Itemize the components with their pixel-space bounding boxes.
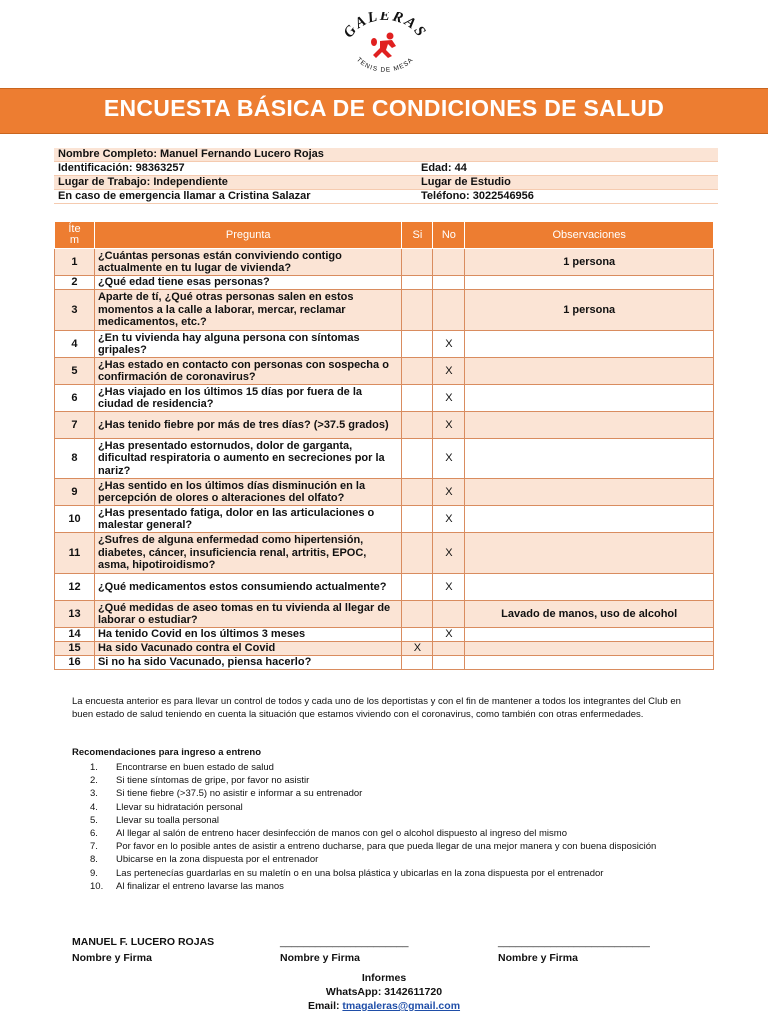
item-number: 13: [55, 601, 95, 628]
table-row: [55, 574, 714, 601]
observation[interactable]: [465, 656, 714, 670]
question: ¿Sufres de alguna enfermedad como hipertensión, diabetes, cáncer, insuficiencia renal, artritis, EPOC, asma, hipotiroidismo?: [94, 533, 402, 574]
table-row: [55, 533, 714, 574]
question: Ha sido Vacunado contra el Covid: [94, 642, 402, 656]
table-row: [55, 276, 714, 290]
list-item: 7. Por favor en lo posible antes de asistir a entreno ducharse, para que pueda llegar de una mejor manera y con buena disposición: [90, 841, 657, 853]
survey-note: La encuesta anterior es para llevar un control de todos y cada uno de los deportistas y con el fin de mantener a todos los integrantes del Club en buen estado de salud teniendo en cuenta la situación que estamos viviendo con el coronavirus, como también con otras enfermedades.: [72, 696, 681, 720]
list-item: 6. Al llegar al salón de entreno hacer desinfección de manos con gel o alcohol dispuesto al ingreso del mismo: [90, 828, 567, 840]
no-cell[interactable]: [433, 642, 465, 656]
yes-cell[interactable]: [402, 656, 433, 670]
table-row: [55, 358, 714, 385]
recommendation-text: Las pertenecías guardarlas en su maletín o en una bolsa plástica y ubicarlas en la zona dispuesta por el entrenador: [116, 867, 604, 879]
yes-cell[interactable]: [402, 331, 433, 358]
observation[interactable]: [465, 628, 714, 642]
question: ¿En tu vivienda hay alguna persona con síntomas gripales?: [94, 331, 402, 358]
list-item: 5. Llevar su toalla personal: [90, 814, 219, 826]
recommendation-text: Por favor en lo posible antes de asistir a entreno ducharse, para que pueda llegar de una mejor manera y con buena disposición: [116, 841, 657, 853]
phone: Teléfono: 3022546956: [417, 190, 718, 204]
table-row: [55, 290, 714, 331]
table-row: [55, 331, 714, 358]
yes-cell[interactable]: [402, 533, 433, 574]
email-link[interactable]: tmagaleras@gmail.com: [342, 1000, 461, 1012]
recommendation-text: Llevar su hidratación personal: [116, 801, 243, 813]
yes-cell[interactable]: [402, 601, 433, 628]
table-row: [55, 439, 714, 479]
signature-label-3: Nombre y Firma: [498, 952, 578, 964]
recommendations-list: [90, 761, 696, 893]
recommendation-text: Si tiene fiebre (>37.5) no asistir e informar a su entrenador: [116, 788, 363, 800]
observation[interactable]: Lavado de manos, uso de alcohol: [465, 601, 714, 628]
signature-line-2: ______________________: [280, 936, 409, 948]
question: Ha tenido Covid en los últimos 3 meses: [94, 628, 402, 642]
yes-cell[interactable]: X: [402, 642, 433, 656]
item-number: 9: [55, 479, 95, 506]
signature-line-3: __________________________: [498, 936, 650, 948]
observation[interactable]: 1 persona: [465, 249, 714, 276]
item-number: 3: [55, 290, 95, 331]
question: ¿Qué medicamentos estos consumiendo actualmente?: [94, 574, 402, 601]
yes-cell[interactable]: [402, 412, 433, 439]
observation[interactable]: [465, 331, 714, 358]
recommendation-text: Ubicarse en la zona dispuesta por el entrenador: [116, 854, 319, 866]
item-number: 15: [55, 642, 95, 656]
item-number: 5: [55, 358, 95, 385]
no-cell[interactable]: [433, 656, 465, 670]
table-row: [55, 249, 714, 276]
list-item: 10. Al finalizar el entreno lavarse las manos: [90, 880, 284, 892]
study-place: Lugar de Estudio: [417, 176, 718, 190]
recommendation-text: Al llegar al salón de entreno hacer desinfección de manos con gel o alcohol dispuesto al ingreso del mismo: [116, 828, 567, 840]
emergency-contact: En caso de emergencia llamar a Cristina Salazar: [54, 190, 417, 204]
question: ¿Qué medidas de aseo tomas en tu vivienda al llegar de laborar o estudiar?: [94, 601, 402, 628]
item-number: 6: [55, 385, 95, 412]
question: ¿Cuántas personas están conviviendo contigo actualmente en tu lugar de vivienda?: [94, 249, 402, 276]
item-number: 14: [55, 628, 95, 642]
header-no: No: [433, 222, 465, 249]
observation[interactable]: [465, 385, 714, 412]
club-logo: [330, 12, 440, 80]
question: ¿Qué edad tiene esas personas?: [94, 276, 402, 290]
table-row: [55, 412, 714, 439]
question: Aparte de tí, ¿Qué otras personas salen en estos momentos a la calle a laborar, mercar, reclamar medicamentos, etc.?: [94, 290, 402, 331]
logo-subtitle-text: TENIS DE MESA: [354, 56, 416, 74]
item-number: 10: [55, 506, 95, 533]
observation[interactable]: [465, 358, 714, 385]
contact-email-line: [0, 1000, 768, 1012]
table-tennis-player-icon: [371, 33, 396, 59]
question: ¿Has sentido en los últimos días disminución en la percepción de olores o alteraciones del olfato?: [94, 479, 402, 506]
table-row: [55, 479, 714, 506]
observation[interactable]: 1 persona: [465, 290, 714, 331]
item-number: 11: [55, 533, 95, 574]
header-item: Íte m: [55, 222, 95, 249]
identification: Identificación: 98363257: [54, 162, 417, 176]
question: ¿Has presentado estornudos, dolor de garganta, dificultad respiratoria o aumento en secreciones por la nariz?: [94, 439, 402, 479]
observation[interactable]: [465, 533, 714, 574]
svg-text:TENIS DE MESA: [355, 56, 415, 73]
yes-cell[interactable]: [402, 574, 433, 601]
table-row: [55, 385, 714, 412]
recommendations-title: Recomendaciones para ingreso a entreno: [72, 747, 262, 758]
no-cell[interactable]: X: [433, 358, 465, 385]
table-row: [55, 656, 714, 670]
recommendation-text: Si tiene síntomas de gripe, por favor no asistir: [116, 775, 310, 787]
list-item: 2. Si tiene síntomas de gripe, por favor no asistir: [90, 775, 310, 787]
page-title: ENCUESTA BÁSICA DE CONDICIONES DE SALUD: [103, 95, 665, 121]
observation[interactable]: [465, 506, 714, 533]
list-item: 1. Encontrarse en buen estado de salud: [90, 762, 274, 773]
recommendation-text: Al finalizar el entreno lavarse las manos: [116, 880, 284, 892]
item-number: 4: [55, 331, 95, 358]
observation[interactable]: [465, 574, 714, 601]
no-cell[interactable]: X: [433, 533, 465, 574]
list-item: 4. Llevar su hidratación personal: [90, 801, 243, 813]
no-cell[interactable]: [433, 276, 465, 290]
header-question: Pregunta: [94, 222, 402, 249]
logo-brand-text: GALERAS: [340, 12, 430, 42]
no-cell[interactable]: X: [433, 574, 465, 601]
no-cell[interactable]: [433, 290, 465, 331]
observation[interactable]: [465, 479, 714, 506]
no-cell[interactable]: X: [433, 385, 465, 412]
full-name: Nombre Completo: Manuel Fernando Lucero Rojas: [54, 148, 718, 162]
table-row: [55, 601, 714, 628]
svg-text:GALERAS: [341, 12, 430, 41]
table-row: [55, 628, 714, 642]
table-row: [55, 642, 714, 656]
no-cell[interactable]: X: [433, 439, 465, 479]
email-label: Email:: [307, 1000, 340, 1012]
yes-cell[interactable]: [402, 439, 433, 479]
age: Edad: 44: [417, 162, 718, 176]
question: ¿Has tenido fiebre por más de tres días? (>37.5 grados): [94, 412, 402, 439]
no-cell[interactable]: X: [433, 479, 465, 506]
survey-table: [54, 221, 714, 670]
no-cell[interactable]: X: [433, 412, 465, 439]
item-number: 2: [55, 276, 95, 290]
observation[interactable]: [465, 276, 714, 290]
item-number: 7: [55, 412, 95, 439]
personal-info-table: [54, 148, 718, 204]
item-number: 1: [55, 249, 95, 276]
question: Si no ha sido Vacunado, piensa hacerlo?: [94, 656, 402, 670]
list-item: 9. Las pertenecías guardarlas en su maletín o en una bolsa plástica y ubicarlas en la zona dispuesta por el entrenador: [90, 867, 604, 879]
list-item: 8. Ubicarse en la zona dispuesta por el entrenador: [90, 854, 319, 866]
item-number: 12: [55, 574, 95, 601]
item-number: 8: [55, 439, 95, 479]
question: ¿Has viajado en los últimos 15 días por fuera de la ciudad de residencia?: [94, 385, 402, 412]
header-observations: Observaciones: [465, 222, 714, 249]
recommendation-text: Encontrarse en buen estado de salud: [116, 762, 274, 773]
recommendation-text: Llevar su toalla personal: [116, 814, 219, 826]
yes-cell[interactable]: [402, 358, 433, 385]
yes-cell[interactable]: [402, 276, 433, 290]
yes-cell[interactable]: [402, 628, 433, 642]
signer-name: MANUEL F. LUCERO ROJAS: [72, 936, 215, 948]
observation[interactable]: [465, 439, 714, 479]
contact-whatsapp: WhatsApp: 3142611720: [325, 986, 443, 998]
yes-cell[interactable]: [402, 479, 433, 506]
observation[interactable]: [465, 642, 714, 656]
no-cell[interactable]: [433, 601, 465, 628]
yes-cell[interactable]: [402, 385, 433, 412]
yes-cell[interactable]: [402, 506, 433, 533]
signature-label-2: Nombre y Firma: [280, 952, 360, 964]
no-cell[interactable]: X: [433, 506, 465, 533]
title-banner: [0, 88, 768, 134]
signature-label-1: Nombre y Firma: [72, 952, 152, 964]
table-row: [55, 506, 714, 533]
header-yes: Si: [402, 222, 433, 249]
question: ¿Has presentado fatiga, dolor en las articulaciones o malestar general?: [94, 506, 402, 533]
observation[interactable]: [465, 412, 714, 439]
item-number: 16: [55, 656, 95, 670]
no-cell[interactable]: [433, 249, 465, 276]
no-cell[interactable]: X: [433, 331, 465, 358]
contact-title: Informes: [361, 972, 407, 984]
list-item: 3. Si tiene fiebre (>37.5) no asistir e informar a su entrenador: [90, 788, 363, 800]
yes-cell[interactable]: [402, 249, 433, 276]
workplace: Lugar de Trabajo: Independiente: [54, 176, 417, 190]
question: ¿Has estado en contacto con personas con sospecha o confirmación de coronavirus?: [94, 358, 402, 385]
yes-cell[interactable]: [402, 290, 433, 331]
no-cell[interactable]: X: [433, 628, 465, 642]
